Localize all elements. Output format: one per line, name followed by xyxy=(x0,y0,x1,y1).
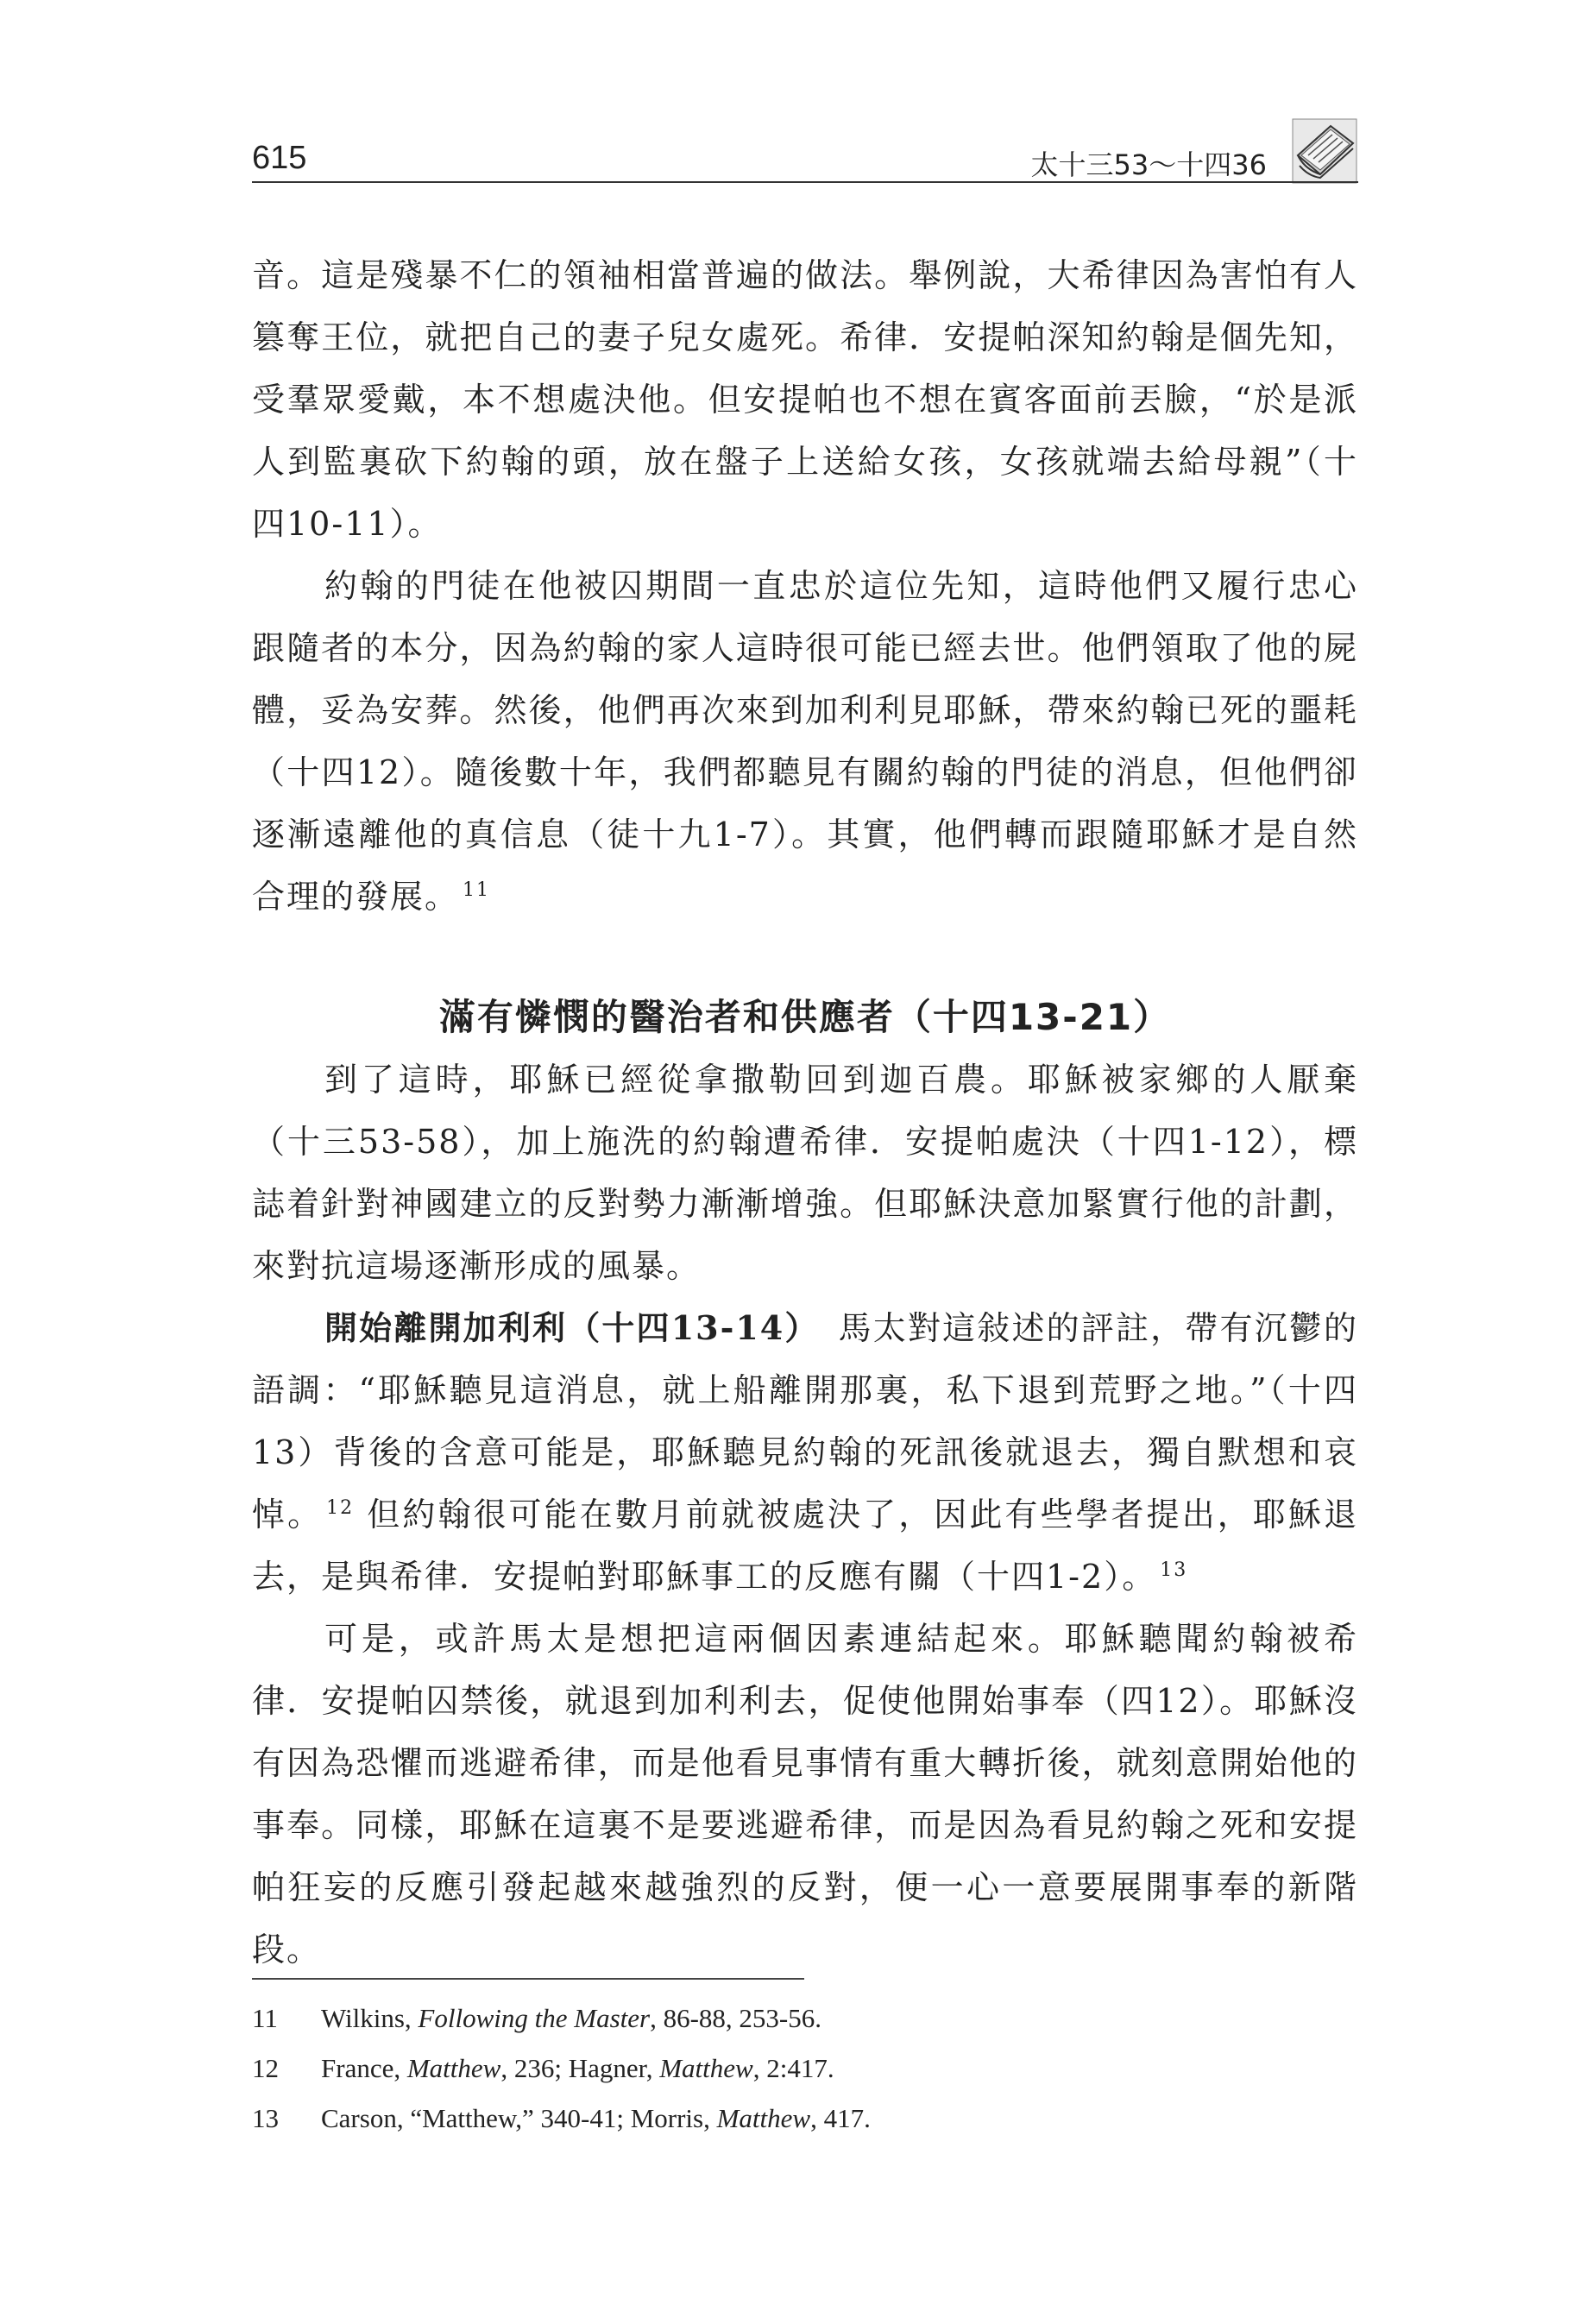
paragraph-4-text-b: 但約翰很可能在數月前就被處決了，因此有些學者提出，耶穌退去，是與希律．安提帕對耶穌事工的反應有關（十四1-2）。 xyxy=(252,1496,1358,1596)
book-icon xyxy=(1291,117,1358,185)
paragraph-4 xyxy=(252,1297,1358,1608)
footnote-number: 11 xyxy=(252,2003,278,2033)
footnote-pages: , 236; Hagner, xyxy=(500,2053,660,2083)
footnote-rule xyxy=(252,1978,804,1980)
footnote-number: 12 xyxy=(252,2053,279,2083)
footnote-13 xyxy=(252,2094,1358,2144)
footnote-11 xyxy=(252,1993,1358,2044)
page-number: 615 xyxy=(252,140,307,176)
section-title: 滿有憐憫的醫治者和供應者（十四13-21） xyxy=(438,996,1172,1038)
paragraph-2-text: 約翰的門徒在他被囚期間一直忠於這位先知，這時他們又履行忠心跟隨者的本分，因為約翰的家人這時很可能已經去世。他們領取了他的屍體，妥為安葬。然後，他們再次來到加利利見耶穌，帶來約翰已死的噩耗（十四12）。隨後數十年，我們都聽見有關約翰的門徒的消息，但他們卻逐漸遠離他的真信息（徒十九1-7）。其實，他們轉而跟隨耶穌才是自然合理的發展。 xyxy=(252,567,1358,916)
footnote-pages-2: , 2:417. xyxy=(752,2053,834,2083)
footnote-pages: , 417. xyxy=(810,2103,871,2133)
running-head: 太十三53～十四36 xyxy=(1030,148,1267,181)
footnote-author: Carson, “Matthew,” 340-41; Morris, xyxy=(321,2103,717,2133)
footnote-12 xyxy=(252,2044,1358,2094)
footnote-title: Matthew xyxy=(406,2053,501,2083)
run-in-heading: 開始離開加利利（十四13-14） xyxy=(324,1308,820,1347)
header-rule xyxy=(252,181,1358,183)
paragraph-1: 音。這是殘暴不仁的領袖相當普遍的做法。舉例說，大希律因為害怕有人篡奪王位，就把自己的妻子兒女處死。希律．安提帕深知約翰是個先知，受羣眾愛戴，本不想處決他。但安提帕也不想在賓客面前丟臉，“於是派人到監裏砍下約翰的頭，放在盤子上送給女孩，女孩就端去給母親”（十四10-11）。 xyxy=(252,256,1358,543)
footnote-number: 13 xyxy=(252,2103,279,2133)
paragraph-2 xyxy=(252,555,1358,928)
paragraph-4-text-a: 馬太對這敍述的評註，帶有沉鬱的語調：“耶穌聽見這消息，就上船離開那裏，私下退到荒野之地。”（十四13）背後的含意可能是，耶穌聽見約翰的死訊後就退去，獨自默想和哀悼。 xyxy=(252,1309,1358,1534)
footnote-ref-12[interactable]: 12 xyxy=(326,1497,355,1520)
footnote-ref-13[interactable]: 13 xyxy=(1160,1559,1188,1582)
footnotes xyxy=(252,1993,1358,2144)
footnote-title-2: Matthew xyxy=(659,2053,753,2083)
paragraph-3: 到了這時，耶穌已經從拿撒勒回到迦百農。耶穌被家鄉的人厭棄（十三53-58），加上施洗的約翰遭希律．安提帕處決（十四1-12），標誌着針對神國建立的反對勢力漸漸增強。但耶穌決意加緊實行他的計劃，來對抗這場逐漸形成的風暴。 xyxy=(252,1061,1358,1285)
footnote-pages: , 86-88, 253-56. xyxy=(650,2003,821,2033)
footnote-ref-11[interactable]: 11 xyxy=(463,879,491,902)
page-header xyxy=(252,129,1358,181)
footnote-title: Matthew xyxy=(716,2103,811,2133)
main-text xyxy=(252,244,1358,1981)
footnote-title: Following the Master xyxy=(418,2003,651,2033)
footnote-author: France, xyxy=(321,2053,407,2083)
footnote-author: Wilkins, xyxy=(321,2003,419,2033)
paragraph-5: 可是，或許馬太是想把這兩個因素連結起來。耶穌聽聞約翰被希律．安提帕囚禁後，就退到加利利去，促使他開始事奉（四12）。耶穌沒有因為恐懼而逃避希律，而是他看見事情有重大轉折後，就刻意開始他的事奉。同樣，耶穌在這裏不是要逃避希律，而是因為看見約翰之死和安提帕狂妄的反應引發起越來越強烈的反對，便一心一意要展開事奉的新階段。 xyxy=(252,1620,1358,1968)
